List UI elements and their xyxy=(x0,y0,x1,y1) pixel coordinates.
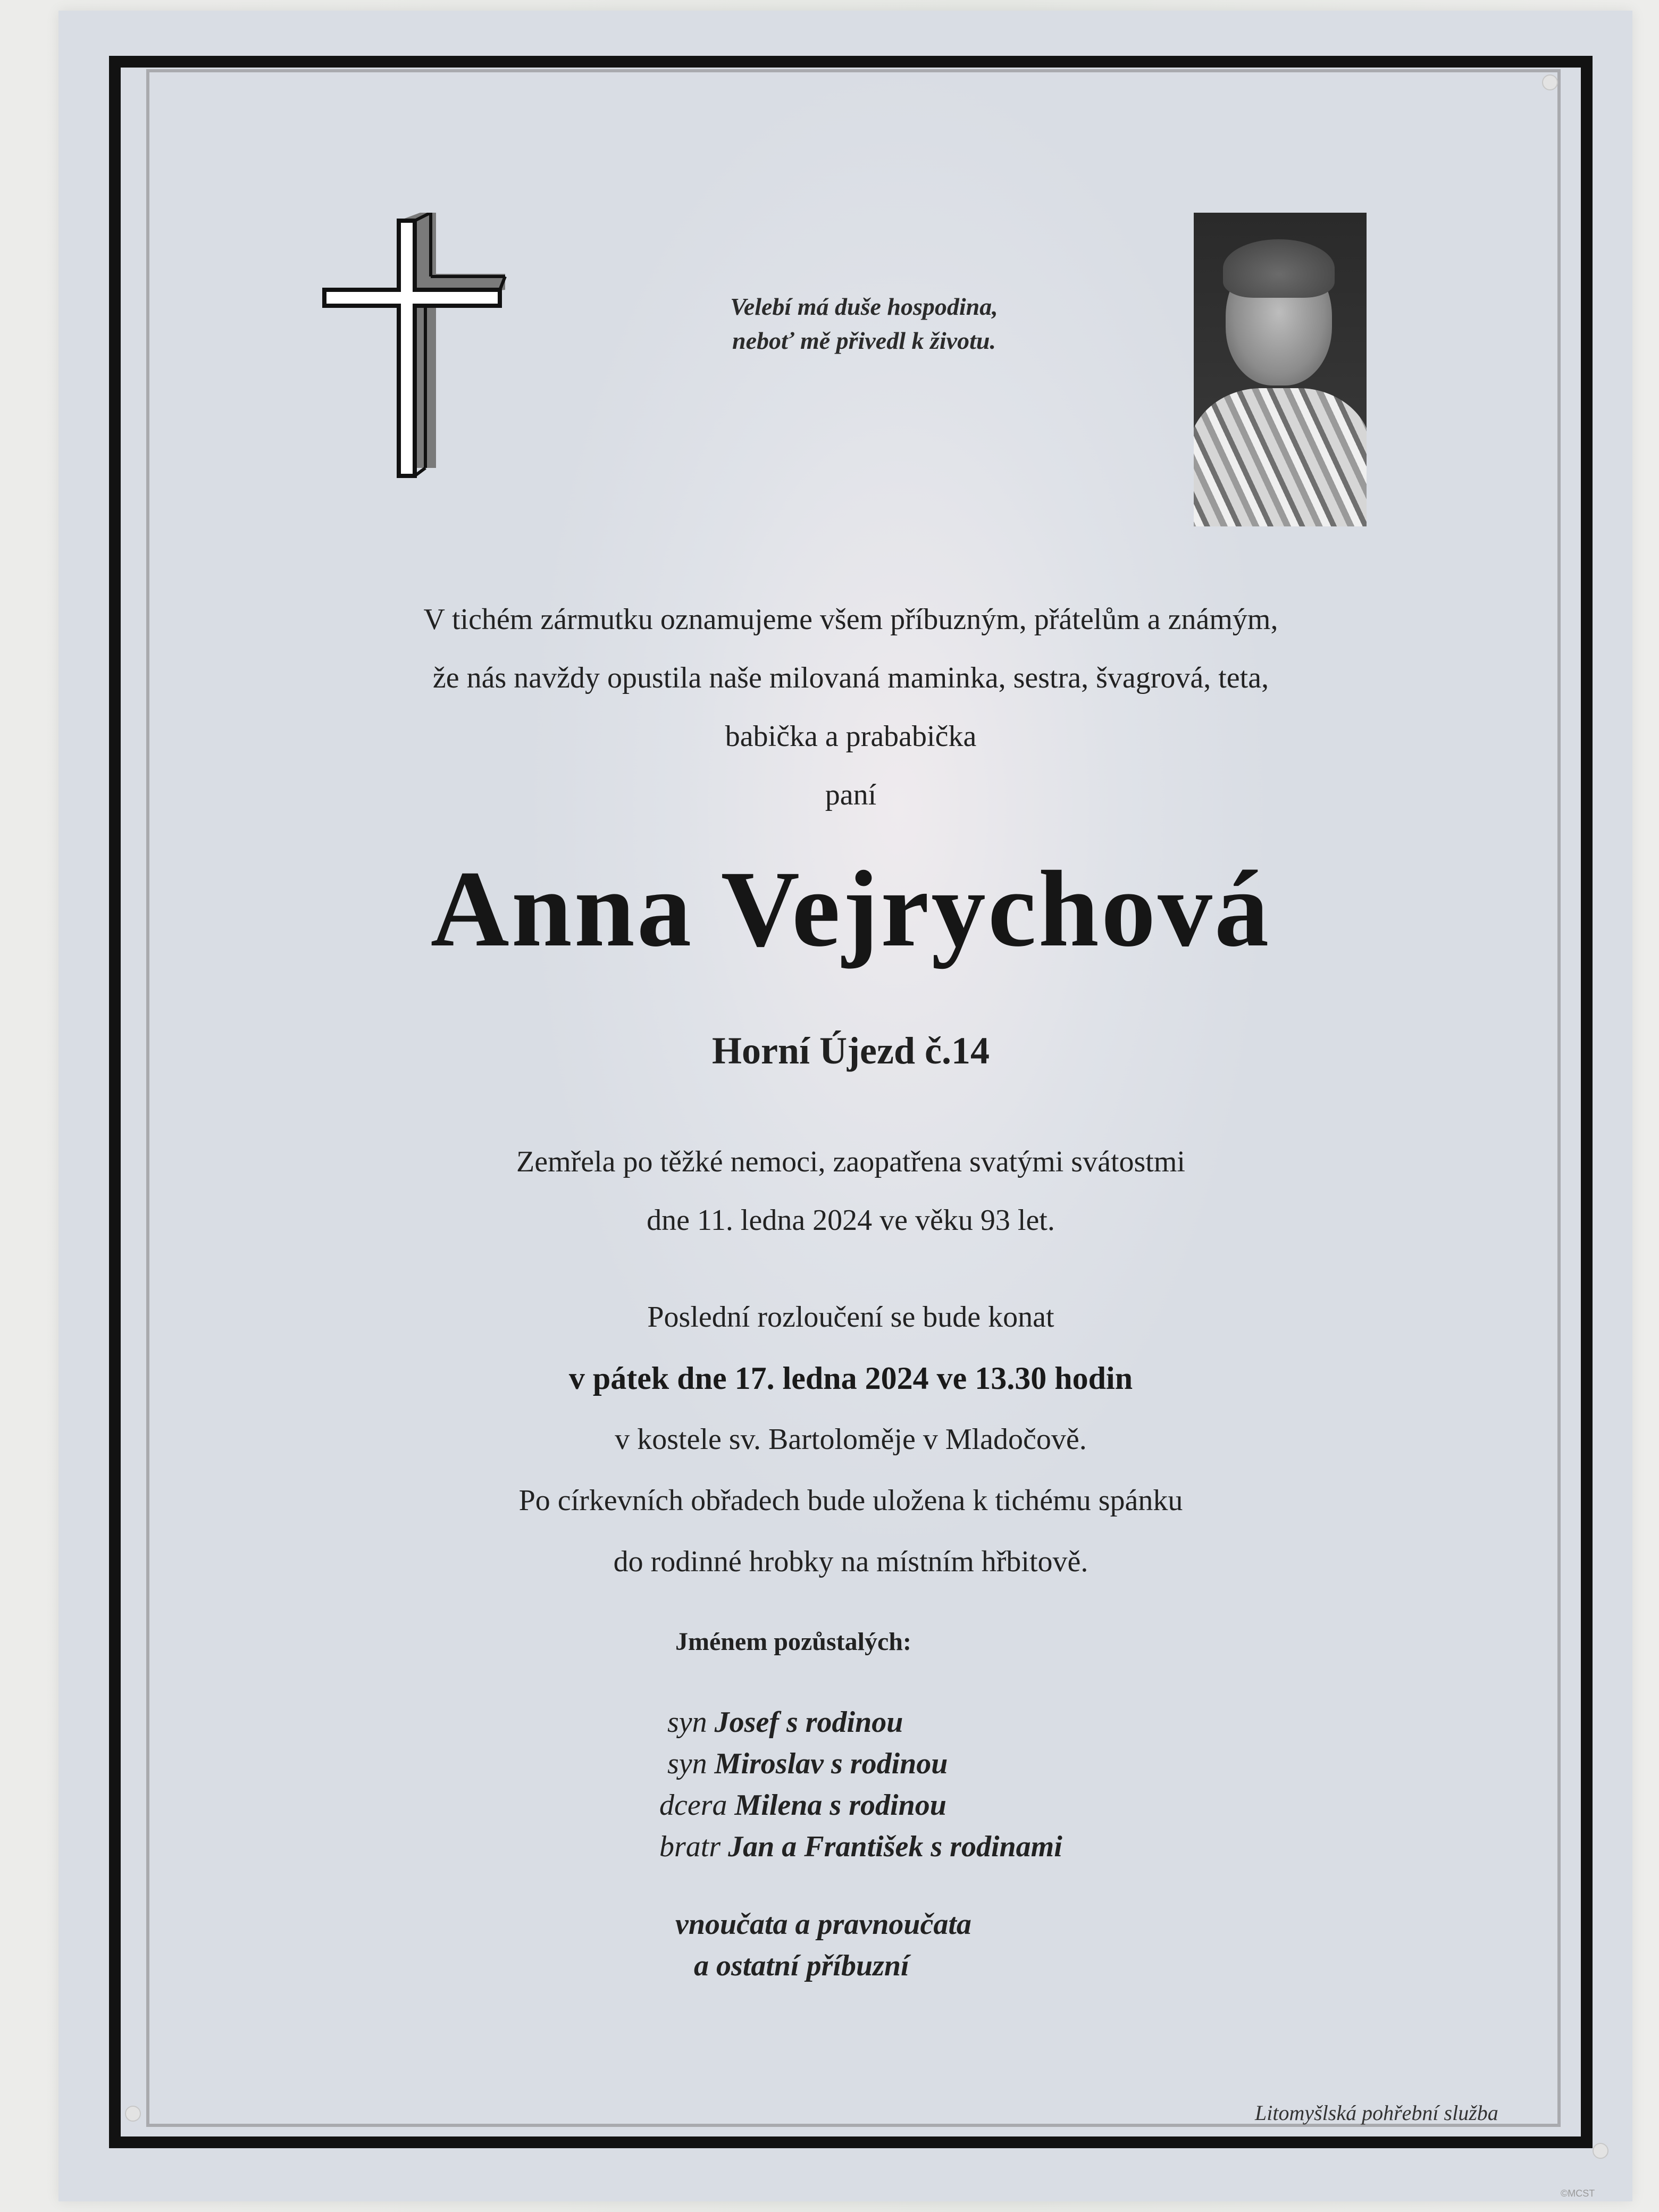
mourner-name: Josef s rodinou xyxy=(714,1706,903,1739)
mourner-name: Miroslav s rodinou xyxy=(714,1747,948,1780)
funeral-line: v kostele sv. Bartoloměje v Mladočově. xyxy=(615,1423,1087,1456)
cross-icon xyxy=(319,213,510,479)
other-relatives xyxy=(675,1904,971,1987)
pin-bottom-left xyxy=(125,2106,141,2122)
on-behalf-heading: Jménem pozůstalých: xyxy=(675,1628,911,1656)
mourner-relation: syn xyxy=(667,1706,707,1739)
pin-top-right xyxy=(1542,74,1558,90)
mourner-name: Milena s rodinou xyxy=(734,1789,946,1822)
funeral-line: Po církevních obřadech bude uložena k tichému spánku xyxy=(518,1484,1183,1517)
portrait-clothing xyxy=(1194,388,1367,526)
mourners-list xyxy=(654,1702,1062,1867)
intro-line: V tichém zármutku oznamujeme všem příbuzným, přátelům a známým, xyxy=(423,603,1278,636)
portrait-hair xyxy=(1223,239,1335,298)
mourner-row xyxy=(659,1826,1062,1867)
death-details xyxy=(213,1133,1489,1250)
funeral-date-time: v pátek dne 17. ledna 2024 ve 13.30 hodin xyxy=(568,1361,1133,1396)
others-line: vnoučata a pravnoučata xyxy=(675,1908,971,1941)
funeral-service-credit: Litomyšlská pohřební služba xyxy=(1255,2101,1498,2125)
mourner-name: Jan a František s rodinami xyxy=(728,1830,1062,1863)
mourner-relation: dcera xyxy=(659,1789,727,1822)
mourner-row xyxy=(667,1743,1070,1784)
mourner-relation: bratr xyxy=(659,1830,721,1863)
copyright-mark: ©MCST xyxy=(1561,2188,1595,2199)
mourner-relation: syn xyxy=(667,1747,707,1780)
intro-line: že nás navždy opustila naše milovaná maminka, sestra, švagrová, teta, xyxy=(432,661,1269,694)
deceased-name: Anna Vejrychová xyxy=(430,849,1271,969)
portrait-photo xyxy=(1194,213,1367,526)
funeral-details xyxy=(213,1287,1489,1593)
deceased-address: Horní Újezd č.14 xyxy=(712,1029,990,1072)
mourner-row xyxy=(667,1702,1070,1743)
bible-quote: Velebí má duše hospodina, neboť mě přivedl k životu. xyxy=(730,293,998,354)
announcement-intro xyxy=(213,590,1489,824)
funeral-line: Poslední rozloučení se bude konat xyxy=(647,1301,1054,1334)
funeral-line: do rodinné hrobky na místním hřbitově. xyxy=(613,1545,1088,1578)
mourner-row xyxy=(659,1784,1062,1826)
pin-bottom-right xyxy=(1593,2143,1608,2159)
death-line: dne 11. ledna 2024 ve věku 93 let. xyxy=(647,1204,1055,1237)
death-line: Zemřela po těžké nemoci, zaopatřena svatými svátostmi xyxy=(516,1145,1185,1178)
intro-line: babička a prababička xyxy=(725,720,977,753)
intro-line: paní xyxy=(825,778,877,811)
others-line: a ostatní příbuzní xyxy=(694,1949,909,1982)
